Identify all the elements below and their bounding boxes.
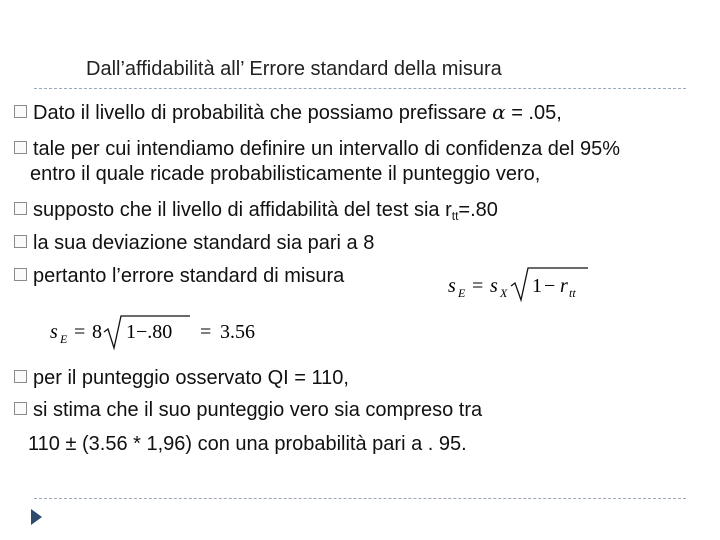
formula-general-minus: −: [544, 275, 556, 297]
bullet-true-score: si stima che il suo punteggio vero sia compreso tra: [14, 398, 482, 422]
formula-specific-factor: 8: [92, 321, 102, 343]
title-divider: [34, 88, 686, 89]
formula-general-s: s: [490, 275, 498, 297]
formula-specific-lhs-sub: E: [60, 332, 68, 346]
bullet-interval-continuation: entro il quale ricade probabilisticamente il punteggio vero,: [30, 163, 541, 185]
formula-general-one: 1: [532, 275, 542, 297]
bullet-box-icon: [14, 268, 27, 281]
bullet-box-icon: [14, 402, 27, 415]
formula-general-lhs: s: [448, 275, 456, 297]
formula-specific-eq: =: [74, 321, 86, 343]
bullet-box-icon: [14, 235, 27, 248]
formula-general-eq: =: [472, 275, 484, 297]
bullet-interval: tale per cui intendiamo definire un intervallo di confidenza del 95%: [14, 137, 620, 161]
bullet-box-icon: [14, 141, 27, 154]
bullet-box-icon: [14, 370, 27, 383]
formula-general-s-sub: X: [500, 286, 508, 300]
bullet-box-icon: [14, 202, 27, 215]
slide-nav-arrow-icon[interactable]: [30, 508, 44, 531]
formula-general: [448, 262, 598, 312]
formula-specific-radicand: 1−.80: [126, 321, 173, 343]
formula-specific: [50, 312, 280, 362]
slide-title: Dall’affidabilità all’ Errore standard della misura: [86, 58, 502, 80]
formula-specific-result: 3.56: [220, 321, 255, 343]
formula-specific-lhs: s: [50, 321, 58, 343]
bullet-observed-score: per il punteggio osservato QI = 110,: [14, 366, 349, 390]
confidence-interval-line: 110 ± (3.56 * 1,96) con una probabilità pari a . 95.: [28, 433, 467, 455]
formula-general-r-sub: tt: [569, 286, 576, 300]
formula-general-lhs-sub: E: [458, 286, 466, 300]
formula-specific-eq2: =: [200, 321, 212, 343]
footer-divider: [34, 498, 686, 499]
bullet-alpha: Dato il livello di probabilità che possiamo prefissare α = .05,: [14, 100, 562, 125]
bullet-std-dev: la sua deviazione standard sia pari a 8: [14, 231, 374, 255]
formula-general-r: r: [560, 275, 568, 297]
bullet-reliability: supposto che il livello di affidabilità del test sia $r_{tt}=.80$: [14, 198, 498, 228]
bullet-sem: pertanto l’errore standard di misura: [14, 264, 344, 288]
bullet-box-icon: [14, 105, 27, 118]
